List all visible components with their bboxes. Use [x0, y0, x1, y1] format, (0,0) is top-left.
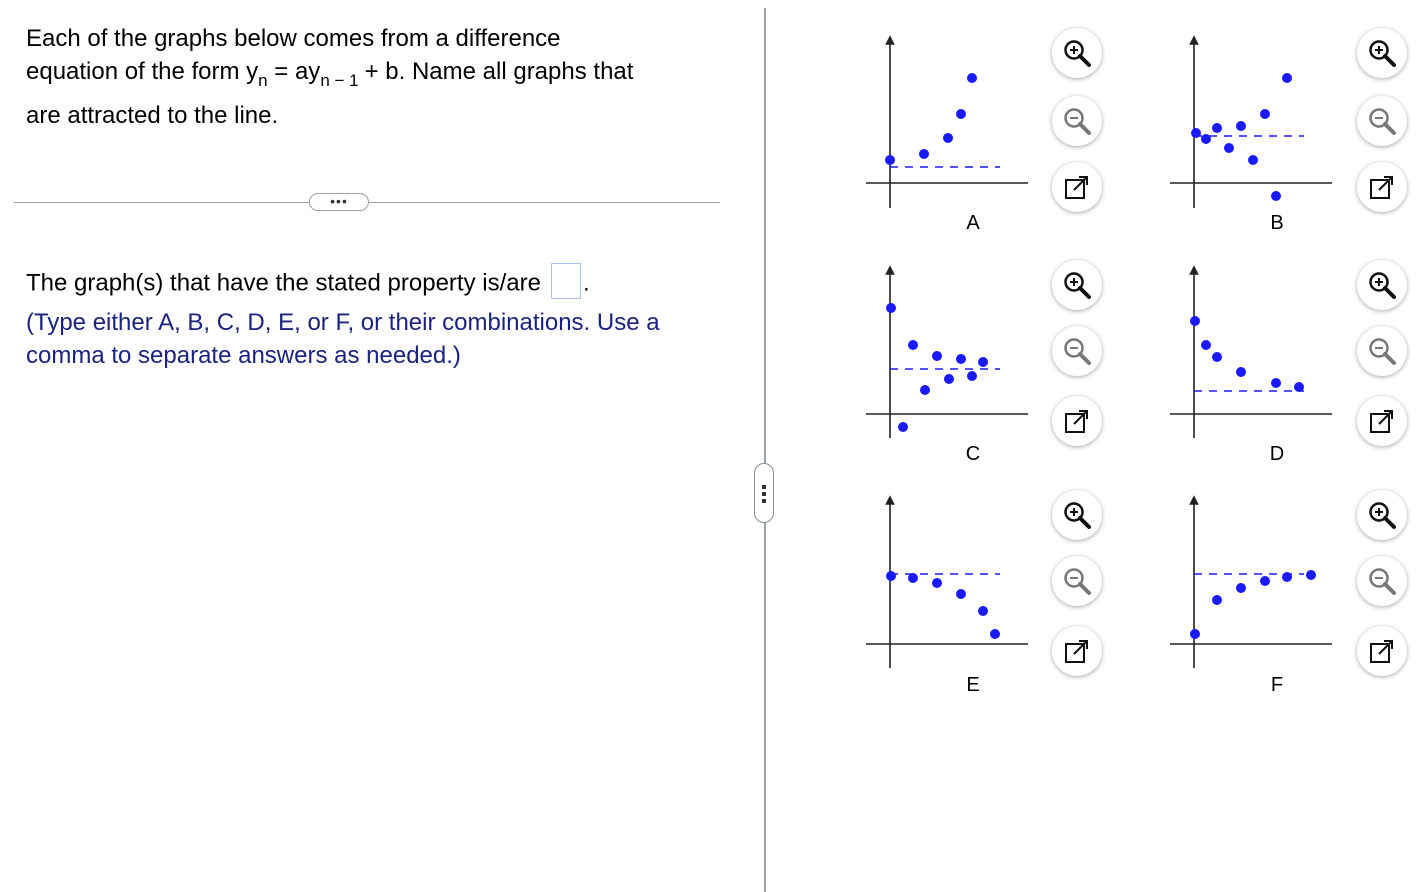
zoom-in-icon: [1367, 500, 1397, 530]
zoom-in-icon: [1062, 270, 1092, 300]
question-line-1: Each of the graphs below comes from a difference: [26, 25, 561, 52]
graph-f-pop-out-button[interactable]: [1357, 626, 1407, 676]
equals-ay: = ay: [267, 58, 321, 85]
graph-c-zoom-in-button[interactable]: [1052, 260, 1102, 310]
question-text: [26, 22, 746, 132]
answer-prompt: The graph(s) that have the stated property is/are: [26, 269, 541, 297]
answer-prompt-line: [26, 266, 590, 302]
graph-c-label: C: [965, 443, 981, 465]
graph-e: [858, 490, 1028, 700]
graph-b-zoom-out-button[interactable]: [1357, 96, 1407, 146]
graph-d-pop-out-button[interactable]: [1357, 396, 1407, 446]
zoom-out-icon: [1062, 106, 1092, 136]
graph-a-zoom-out-button[interactable]: [1052, 96, 1102, 146]
pop-out-icon: [1062, 636, 1092, 666]
graph-b-label: B: [1270, 212, 1284, 234]
graph-f-zoom-out-button[interactable]: [1357, 556, 1407, 606]
expand-more-button[interactable]: •••: [309, 193, 369, 211]
zoom-in-icon: [1062, 38, 1092, 68]
graph-c: [858, 260, 1028, 470]
graph-d-label: D: [1269, 443, 1285, 465]
graph-b-pop-out-button[interactable]: [1357, 162, 1407, 212]
graph-c-pop-out-button[interactable]: [1052, 396, 1102, 446]
zoom-out-icon: [1367, 566, 1397, 596]
resize-handle[interactable]: [754, 463, 774, 523]
graph-e-pop-out-button[interactable]: [1052, 626, 1102, 676]
zoom-in-icon: [1062, 500, 1092, 530]
question-line-2-prefix: equation of the form y: [26, 58, 259, 85]
zoom-out-icon: [1062, 336, 1092, 366]
graph-b: [1162, 30, 1332, 240]
zoom-in-icon: [1367, 38, 1397, 68]
graph-c-plot: [858, 260, 1028, 470]
graph-a-zoom-in-button[interactable]: [1052, 28, 1102, 78]
panel-divider: [764, 8, 766, 892]
answer-period: .: [582, 269, 590, 297]
pop-out-icon: [1367, 636, 1397, 666]
graph-a-pop-out-button[interactable]: [1052, 162, 1102, 212]
graph-e-plot: [858, 490, 1028, 700]
graph-b-zoom-in-button[interactable]: [1357, 28, 1407, 78]
pop-out-icon: [1367, 406, 1397, 436]
graph-e-zoom-out-button[interactable]: [1052, 556, 1102, 606]
graph-d: [1162, 260, 1332, 470]
graph-c-zoom-out-button[interactable]: [1052, 326, 1102, 376]
subscript-n-minus-1: n − 1: [320, 71, 359, 90]
graph-e-label: E: [966, 674, 980, 696]
zoom-out-icon: [1367, 106, 1397, 136]
graph-d-zoom-in-button[interactable]: [1357, 260, 1407, 310]
graph-a-plot: [858, 30, 1028, 240]
question-line-2-suffix: + b. Name all graphs that: [364, 58, 634, 85]
graph-a: [858, 30, 1028, 240]
zoom-out-icon: [1367, 336, 1397, 366]
graph-f: [1162, 490, 1332, 700]
pop-out-icon: [1367, 172, 1397, 202]
pop-out-icon: [1062, 172, 1092, 202]
graph-f-plot: [1162, 490, 1332, 700]
graph-b-plot: [1162, 30, 1332, 240]
graph-f-zoom-in-button[interactable]: [1357, 490, 1407, 540]
zoom-out-icon: [1062, 566, 1092, 596]
question-line-3: are attracted to the line.: [26, 102, 279, 129]
subscript-n: n: [258, 71, 268, 90]
graph-e-zoom-in-button[interactable]: [1052, 490, 1102, 540]
pop-out-icon: [1062, 406, 1092, 436]
graph-d-plot: [1162, 260, 1332, 470]
question-line-2: [26, 55, 746, 90]
graph-d-zoom-out-button[interactable]: [1357, 326, 1407, 376]
zoom-in-icon: [1367, 270, 1397, 300]
graph-a-label: A: [966, 212, 980, 234]
graph-f-label: F: [1270, 674, 1284, 696]
answer-input[interactable]: [551, 263, 581, 299]
answer-hint: (Type either A, B, C, D, E, or F, or their combinations. Use a comma to separate answers as needed.): [26, 309, 660, 369]
